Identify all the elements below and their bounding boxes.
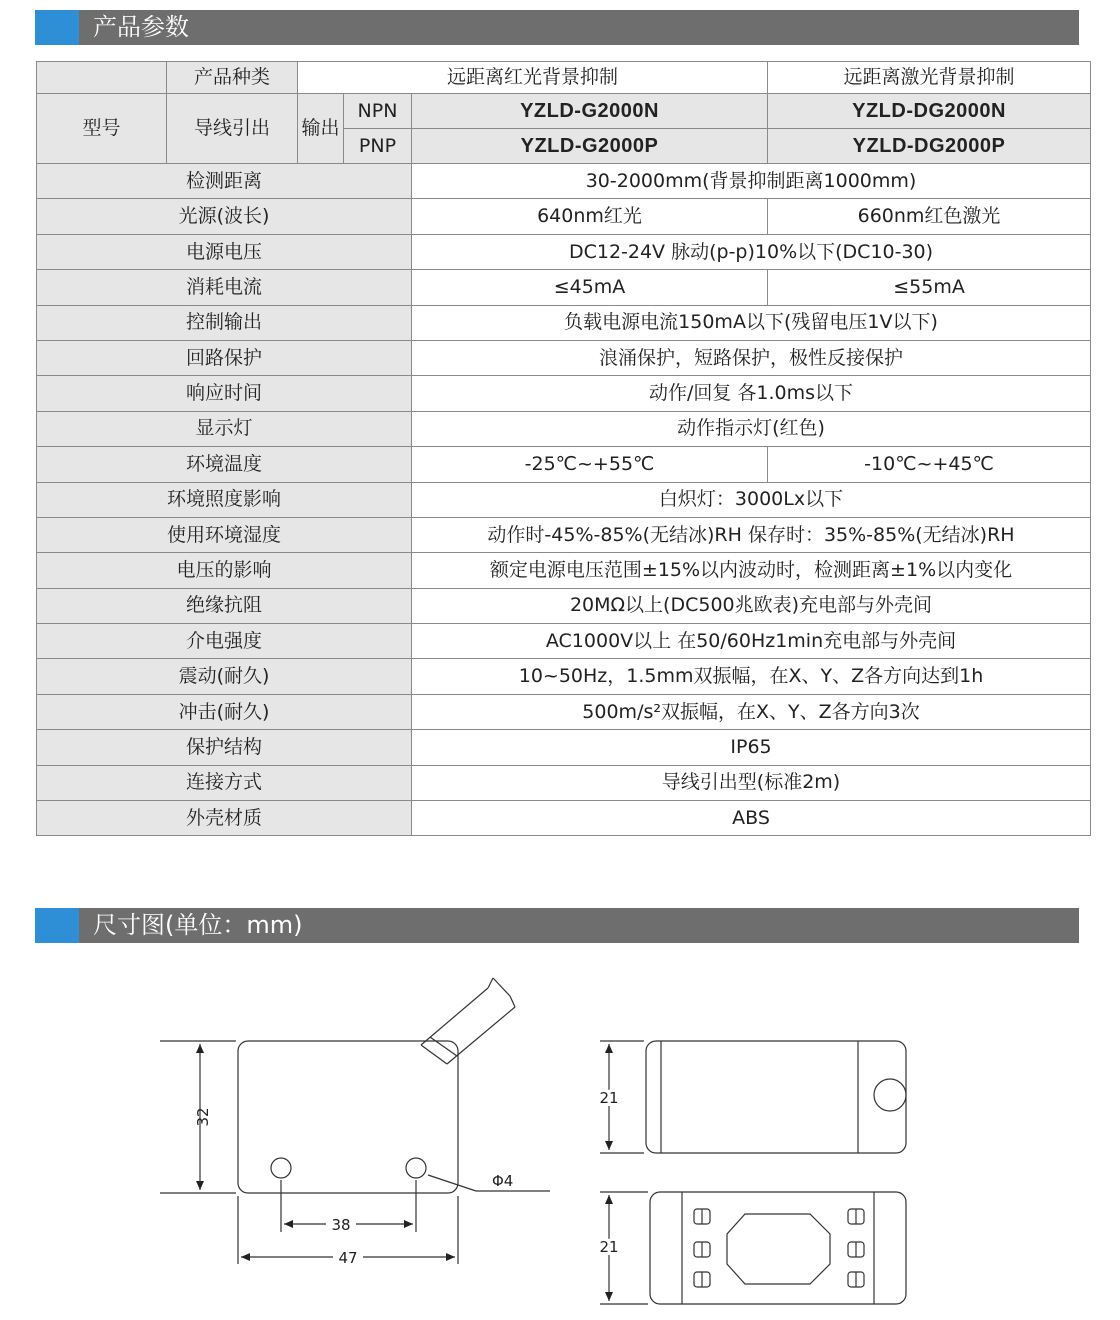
header-accent-bar <box>35 10 79 45</box>
row-label: 连接方式 <box>37 765 412 800</box>
table-row <box>37 801 1091 836</box>
row-label: 环境照度影响 <box>37 482 412 517</box>
params-section-title: 产品参数 <box>93 13 189 41</box>
header-accent-bar <box>35 908 79 943</box>
model-label: 型号 <box>37 94 167 164</box>
dims-section-title: 尺寸图(单位：mm) <box>93 911 303 939</box>
row-label: 光源(波长) <box>37 199 412 234</box>
table-row <box>37 199 1091 234</box>
red-npn-model: YZLD-G2000N <box>412 94 768 129</box>
laser-npn-model: YZLD-DG2000N <box>768 94 1091 129</box>
model-npn-row <box>37 94 1091 129</box>
table-row <box>37 765 1091 800</box>
table-row <box>37 270 1091 305</box>
col-header-red: 远距离红光背景抑制 <box>298 62 768 94</box>
dims-section-header <box>35 908 1079 943</box>
row-label: 显示灯 <box>37 411 412 446</box>
row-value: AC1000V以上 在50/60Hz1min充电部与外壳间 <box>412 624 1091 659</box>
table-row <box>37 305 1091 340</box>
row-value: 负载电源电流150mA以下(残留电压1V以下) <box>412 305 1091 340</box>
top-view-body <box>646 1041 906 1153</box>
row-value: 导线引出型(标准2m) <box>412 765 1091 800</box>
back-view-slots <box>694 1209 864 1287</box>
npn-label: NPN <box>344 94 412 129</box>
back-view-body <box>650 1192 906 1304</box>
red-pnp-model: YZLD-G2000P <box>412 129 768 164</box>
dim-height-front: 32 <box>194 1107 212 1127</box>
row-value: 额定电源电压范围±15%以内波动时，检测距离±1%以内变化 <box>412 553 1091 588</box>
row-label: 使用环境湿度 <box>37 517 412 552</box>
row-value-red: 640nm红光 <box>412 199 768 234</box>
lead-label: 导线引出 <box>167 94 298 164</box>
row-label: 震动(耐久) <box>37 659 412 694</box>
row-label: 绝缘抗阻 <box>37 588 412 623</box>
row-value: 动作指示灯(红色) <box>412 411 1091 446</box>
row-label: 冲击(耐久) <box>37 694 412 729</box>
row-value-laser: ≤55mA <box>768 270 1091 305</box>
table-row <box>37 517 1091 552</box>
table-row <box>37 411 1091 446</box>
table-row <box>37 694 1091 729</box>
row-value: 20MΩ以上(DC500兆欧表)充电部与外壳间 <box>412 588 1091 623</box>
row-label: 外壳材质 <box>37 801 412 836</box>
row-value-red: ≤45mA <box>412 270 768 305</box>
table-row <box>37 234 1091 269</box>
row-label: 控制输出 <box>37 305 412 340</box>
row-value: 30-2000mm(背景抑制距离1000mm) <box>412 164 1091 199</box>
mount-hole-left <box>271 1158 291 1178</box>
table-header-row <box>37 62 1091 94</box>
table-row <box>37 447 1091 482</box>
row-value: 动作/回复 各1.0ms以下 <box>412 376 1091 411</box>
row-value-laser: 660nm红色激光 <box>768 199 1091 234</box>
row-label: 消耗电流 <box>37 270 412 305</box>
row-label: 介电强度 <box>37 624 412 659</box>
dimension-drawing <box>0 960 1120 1320</box>
row-value-red: -25℃~+55℃ <box>412 447 768 482</box>
back-view-window <box>727 1214 830 1284</box>
dim-width: 47 <box>338 1249 358 1267</box>
dim-height-back: 21 <box>599 1238 619 1256</box>
spec-table <box>36 61 1091 836</box>
row-label: 检测距离 <box>37 164 412 199</box>
table-row <box>37 376 1091 411</box>
row-value: DC12-24V 脉动(p-p)10%以下(DC10-30) <box>412 234 1091 269</box>
dim-hole-dia: Φ4 <box>492 1172 514 1190</box>
mount-hole-right <box>406 1158 426 1178</box>
dim-hole-spacing: 38 <box>331 1216 351 1234</box>
row-label: 电压的影响 <box>37 553 412 588</box>
laser-pnp-model: YZLD-DG2000P <box>768 129 1091 164</box>
row-value: 500m/s²双振幅，在X、Y、Z各方向3次 <box>412 694 1091 729</box>
cable-drawing <box>421 978 515 1064</box>
row-label: 响应时间 <box>37 376 412 411</box>
row-value: 浪涌保护，短路保护，极性反接保护 <box>412 340 1091 375</box>
row-label: 环境温度 <box>37 447 412 482</box>
row-label: 回路保护 <box>37 340 412 375</box>
row-label: 电源电压 <box>37 234 412 269</box>
table-row <box>37 588 1091 623</box>
output-label: 输出 <box>298 94 344 164</box>
row-value: IP65 <box>412 730 1091 765</box>
product-type-label: 产品种类 <box>167 62 298 94</box>
table-row <box>37 553 1091 588</box>
top-view-knob <box>874 1079 906 1111</box>
table-row <box>37 340 1091 375</box>
row-value: 白炽灯：3000Lx以下 <box>412 482 1091 517</box>
col-header-laser: 远距离激光背景抑制 <box>768 62 1091 94</box>
pnp-label: PNP <box>344 129 412 164</box>
row-value-laser: -10℃~+45℃ <box>768 447 1091 482</box>
table-row <box>37 624 1091 659</box>
table-row <box>37 730 1091 765</box>
row-value: ABS <box>412 801 1091 836</box>
row-value: 10~50Hz，1.5mm双振幅，在X、Y、Z各方向达到1h <box>412 659 1091 694</box>
table-row <box>37 482 1091 517</box>
row-value: 动作时-45%-85%(无结冰)RH 保存时：35%-85%(无结冰)RH <box>412 517 1091 552</box>
row-label: 保护结构 <box>37 730 412 765</box>
table-row <box>37 164 1091 199</box>
dim-height-top: 21 <box>599 1089 619 1107</box>
table-row <box>37 659 1091 694</box>
params-section-header <box>35 10 1079 45</box>
